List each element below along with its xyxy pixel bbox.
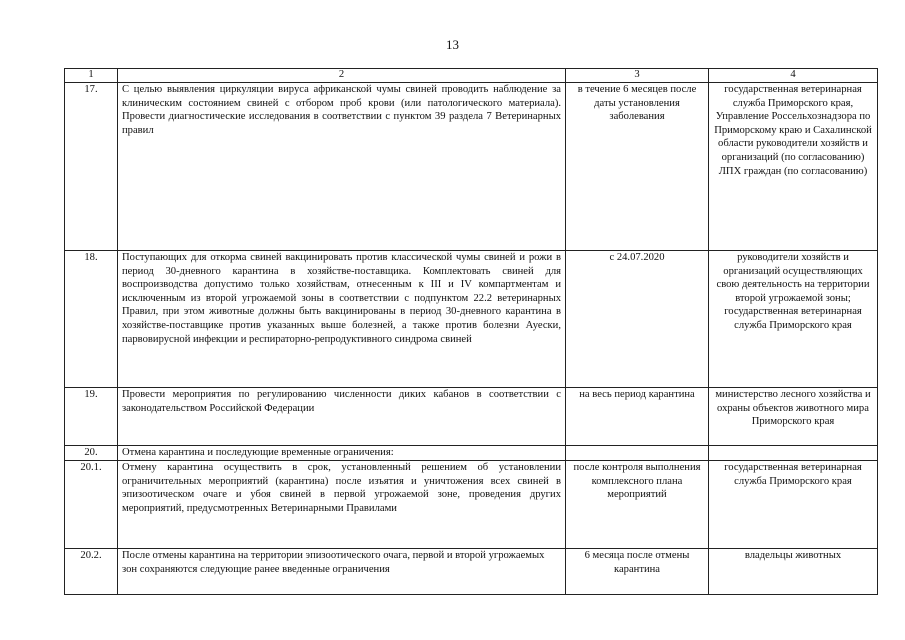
measure-text: После отмены карантина на территории эпизоотического очага, первой и второй угрожаемых зон сохраняются следующие ранее введенные ограничения xyxy=(118,549,566,595)
column-header-1: 1 xyxy=(65,69,118,83)
column-header-4: 4 xyxy=(709,69,878,83)
table-row xyxy=(65,461,878,549)
table-row xyxy=(65,549,878,595)
section-heading: Отмена карантина и последующие временные ограничения: xyxy=(118,446,566,461)
table-row xyxy=(65,83,878,251)
table-header-row xyxy=(65,69,878,83)
measure-term: в течение 6 месяцев после даты установления заболевания xyxy=(566,83,709,251)
measure-term: после контроля выполнения комплексного плана мероприятий xyxy=(566,461,709,549)
measure-term: с 24.07.2020 xyxy=(566,251,709,388)
measure-term: на весь период карантина xyxy=(566,388,709,446)
measure-text: Поступающих для откорма свиней вакцинировать против классической чумы свиней и рожи в период 30-дневного карантина в хозяйстве-поставщика. Комплектовать свиней для воспроизводства допустимо только хозяйствам, отнесенным к III и IV компартментам и исключенным из второй угрожаемой зоны в соответствии с подпунктом 22.2 ветеринарных Правил, при этом животные должны быть вакцинированы в период 30-дневного карантина в хозяйстве-поставщике против указанных выше болезней, а также против болезни Ауески, парвовирусной инфекции и респираторно-репродуктивного синдрома свиней xyxy=(118,251,566,388)
measure-text: Отмену карантина осуществить в срок, установленный решением об установлении ограничительных мероприятий (карантина) после изъятия и уничтожения всех свиней в эпизоотическом очаге и убоя свиней в первой угрожаемой зоне, проведения других мероприятий, предусмотренных Ветеринарными Правилами xyxy=(118,461,566,549)
row-number: 20.1. xyxy=(65,461,118,549)
table-row xyxy=(65,388,878,446)
measure-term: 6 месяца после отмены карантина xyxy=(566,549,709,595)
table-row xyxy=(65,446,878,461)
table-row xyxy=(65,251,878,388)
page-number: 13 xyxy=(446,37,459,52)
measure-text: Провести мероприятия по регулированию численности диких кабанов в соответствии с законодательством Российской Федерации xyxy=(118,388,566,446)
row-number: 20.2. xyxy=(65,549,118,595)
measure-responsible: государственная ветеринарная служба Приморского края, Управление Россельхознадзора по Приморскому краю и Сахалинской области руководители хозяйств и организаций (по согласованию) ЛПХ граждан (по согласованию) xyxy=(709,83,878,251)
measure-responsible: руководители хозяйств и организаций осуществляющих свою деятельность на территории второй угрожаемой зоны; государственная ветеринарная служба Приморского края xyxy=(709,251,878,388)
measure-responsible: государственная ветеринарная служба Приморского края xyxy=(709,461,878,549)
row-number: 19. xyxy=(65,388,118,446)
measure-responsible xyxy=(709,446,878,461)
measures-table xyxy=(64,68,878,595)
row-number: 18. xyxy=(65,251,118,388)
row-number: 20. xyxy=(65,446,118,461)
measure-responsible: министерство лесного хозяйства и охраны объектов животного мира Приморского края xyxy=(709,388,878,446)
measure-term xyxy=(566,446,709,461)
column-header-2: 2 xyxy=(118,69,566,83)
row-number: 17. xyxy=(65,83,118,251)
measure-responsible: владельцы животных xyxy=(709,549,878,595)
measure-text: С целью выявления циркуляции вируса африканской чумы свиней проводить наблюдение за клиническим состоянием свиней с отбором проб крови (или патологического материала). Провести диагностические исследования в соответствии с пунктом 39 раздела 7 Ветеринарных правил xyxy=(118,83,566,251)
column-header-3: 3 xyxy=(566,69,709,83)
